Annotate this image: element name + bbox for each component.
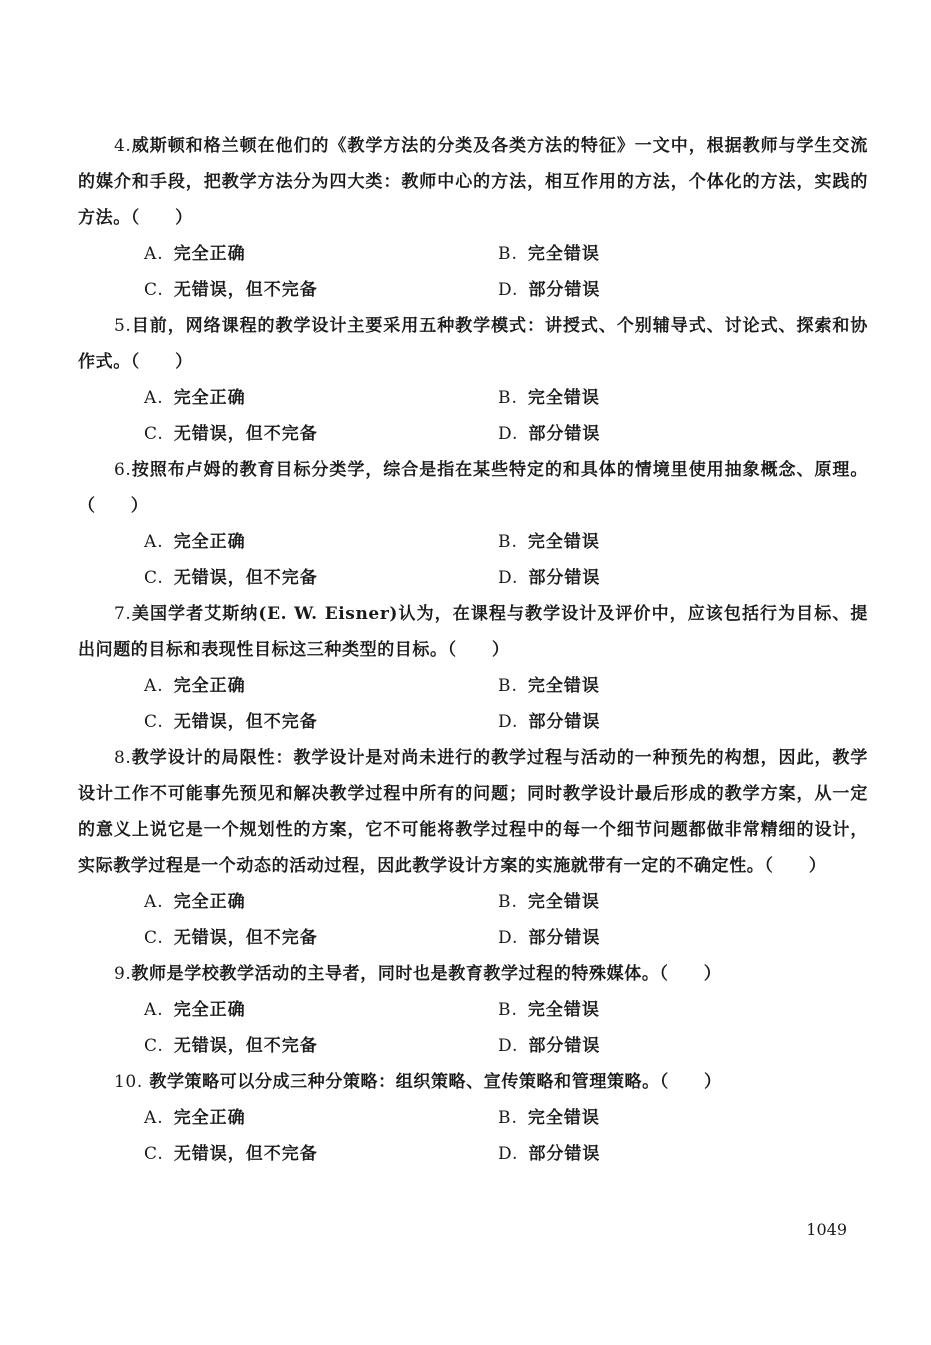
option-letter: A. <box>144 244 164 264</box>
option-letter: A. <box>144 532 164 552</box>
option-letter: B. <box>498 1108 518 1128</box>
option-text: 部分错误 <box>528 280 601 300</box>
option-c[interactable] <box>144 1136 498 1172</box>
question-list <box>78 128 868 1172</box>
option-text: 无错误，但不完备 <box>173 928 318 948</box>
option-text: 完全错误 <box>527 388 600 408</box>
option-text: 无错误，但不完备 <box>173 568 318 588</box>
option-letter: D. <box>498 1144 519 1164</box>
option-list <box>144 884 868 956</box>
option-text: 无错误，但不完备 <box>173 1036 318 1056</box>
option-letter: A. <box>144 676 164 696</box>
question-number: 5. <box>114 316 132 336</box>
question-6 <box>78 452 868 596</box>
option-c[interactable] <box>144 1028 498 1064</box>
question-5 <box>78 308 868 452</box>
question-number: 4. <box>114 136 132 156</box>
option-text: 无错误，但不完备 <box>173 712 318 732</box>
option-text: 部分错误 <box>528 712 601 732</box>
option-list <box>144 236 868 308</box>
option-list <box>144 524 868 596</box>
option-a[interactable] <box>144 884 498 920</box>
question-text: 教学策略可以分成三种分策略：组织策略、宣传策略和管理策略。（ ） <box>142 1072 722 1092</box>
option-list <box>144 380 868 452</box>
question-stem <box>78 596 868 668</box>
option-letter: D. <box>498 568 519 588</box>
option-text: 完全错误 <box>527 532 600 552</box>
option-c[interactable] <box>144 416 498 452</box>
option-text: 无错误，但不完备 <box>173 280 318 300</box>
option-a[interactable] <box>144 524 498 560</box>
option-letter: A. <box>144 892 164 912</box>
option-d[interactable] <box>498 704 852 740</box>
option-a[interactable] <box>144 992 498 1028</box>
option-d[interactable] <box>498 560 852 596</box>
option-letter: C. <box>144 928 164 948</box>
option-c[interactable] <box>144 560 498 596</box>
option-b[interactable] <box>498 992 852 1028</box>
question-text: 目前，网络课程的教学设计主要采用五种教学模式：讲授式、个别辅导式、讨论式、探索和协作式。（ ） <box>78 316 868 372</box>
option-letter: A. <box>144 1000 164 1020</box>
option-letter: B. <box>498 244 518 264</box>
question-number: 8. <box>114 748 132 768</box>
option-letter: C. <box>144 280 164 300</box>
option-d[interactable] <box>498 1136 852 1172</box>
option-letter: B. <box>498 892 518 912</box>
question-stem <box>78 452 868 524</box>
option-text: 完全正确 <box>173 1000 246 1020</box>
option-a[interactable] <box>144 380 498 416</box>
question-text: 美国学者艾斯纳(E. W. Eisner)认为，在课程与教学设计及评价中，应该包括行为目标、提出问题的目标和表现性目标这三种类型的目标。（ ） <box>78 604 868 660</box>
option-d[interactable] <box>498 272 852 308</box>
option-text: 完全正确 <box>173 244 246 264</box>
option-text: 部分错误 <box>528 424 601 444</box>
option-list <box>144 668 868 740</box>
option-letter: A. <box>144 1108 164 1128</box>
question-stem <box>78 1064 868 1100</box>
option-text: 无错误，但不完备 <box>173 1144 318 1164</box>
option-b[interactable] <box>498 668 852 704</box>
option-d[interactable] <box>498 920 852 956</box>
option-letter: C. <box>144 1144 164 1164</box>
option-text: 部分错误 <box>528 568 601 588</box>
option-b[interactable] <box>498 236 852 272</box>
option-text: 完全正确 <box>173 1108 246 1128</box>
option-b[interactable] <box>498 524 852 560</box>
page-number: 1049 <box>806 1220 847 1239</box>
question-number: 10. <box>114 1072 143 1092</box>
option-letter: C. <box>144 1036 164 1056</box>
option-text: 完全正确 <box>173 532 246 552</box>
question-7 <box>78 596 868 740</box>
option-letter: C. <box>144 568 164 588</box>
option-text: 无错误，但不完备 <box>173 424 318 444</box>
option-text: 完全正确 <box>173 388 246 408</box>
option-a[interactable] <box>144 236 498 272</box>
option-list <box>144 1100 868 1172</box>
option-b[interactable] <box>498 884 852 920</box>
option-letter: C. <box>144 424 164 444</box>
question-9 <box>78 956 868 1064</box>
option-a[interactable] <box>144 1100 498 1136</box>
option-letter: B. <box>498 1000 518 1020</box>
option-letter: D. <box>498 424 519 444</box>
question-number: 9. <box>114 964 132 984</box>
question-text: 教学设计的局限性：教学设计是对尚未进行的教学过程与活动的一种预先的构想，因此，教学设计工作不可能事先预见和解决教学过程中所有的问题；同时教学设计最后形成的教学方案，从一定的意义上说它是一个规划性的方案，它不可能将教学过程中的每一个细节问题都做非常精细的设计，实际教学过程是一个动态的活动过程，因此教学设计方案的实施就带有一定的不确定性。（ ） <box>78 748 868 876</box>
question-number: 7. <box>114 604 132 624</box>
option-text: 部分错误 <box>528 1144 601 1164</box>
option-d[interactable] <box>498 1028 852 1064</box>
option-b[interactable] <box>498 380 852 416</box>
option-a[interactable] <box>144 668 498 704</box>
option-text: 部分错误 <box>528 928 601 948</box>
option-letter: D. <box>498 280 519 300</box>
option-list <box>144 992 868 1064</box>
option-b[interactable] <box>498 1100 852 1136</box>
option-text: 完全错误 <box>527 1000 600 1020</box>
option-letter: D. <box>498 1036 519 1056</box>
question-4 <box>78 128 868 308</box>
question-text: 威斯顿和格兰顿在他们的《教学方法的分类及各类方法的特征》一文中，根据教师与学生交流的媒介和手段，把教学方法分为四大类：教师中心的方法，相互作用的方法，个体化的方法，实践的方法。（ ） <box>78 136 868 228</box>
question-text: 按照布卢姆的教育目标分类学，综合是指在某些特定的和具体的情境里使用抽象概念、原理。（ ） <box>78 460 868 516</box>
question-8 <box>78 740 868 956</box>
question-stem <box>78 308 868 380</box>
option-c[interactable] <box>144 272 498 308</box>
option-letter: B. <box>498 676 518 696</box>
option-d[interactable] <box>498 416 852 452</box>
option-letter: D. <box>498 712 519 732</box>
option-letter: C. <box>144 712 164 732</box>
option-c[interactable] <box>144 704 498 740</box>
option-letter: B. <box>498 532 518 552</box>
option-letter: A. <box>144 388 164 408</box>
question-stem <box>78 740 868 884</box>
option-text: 完全错误 <box>527 244 600 264</box>
option-text: 完全正确 <box>173 892 246 912</box>
option-text: 完全错误 <box>527 1108 600 1128</box>
option-letter: D. <box>498 928 519 948</box>
option-text: 完全正确 <box>173 676 246 696</box>
option-c[interactable] <box>144 920 498 956</box>
question-stem <box>78 956 868 992</box>
question-text: 教师是学校教学活动的主导者，同时也是教育教学过程的特殊媒体。（ ） <box>131 964 722 984</box>
option-letter: B. <box>498 388 518 408</box>
option-text: 部分错误 <box>528 1036 601 1056</box>
option-text: 完全错误 <box>527 892 600 912</box>
question-10 <box>78 1064 868 1172</box>
question-stem <box>78 128 868 236</box>
option-text: 完全错误 <box>527 676 600 696</box>
question-number: 6. <box>114 460 132 480</box>
